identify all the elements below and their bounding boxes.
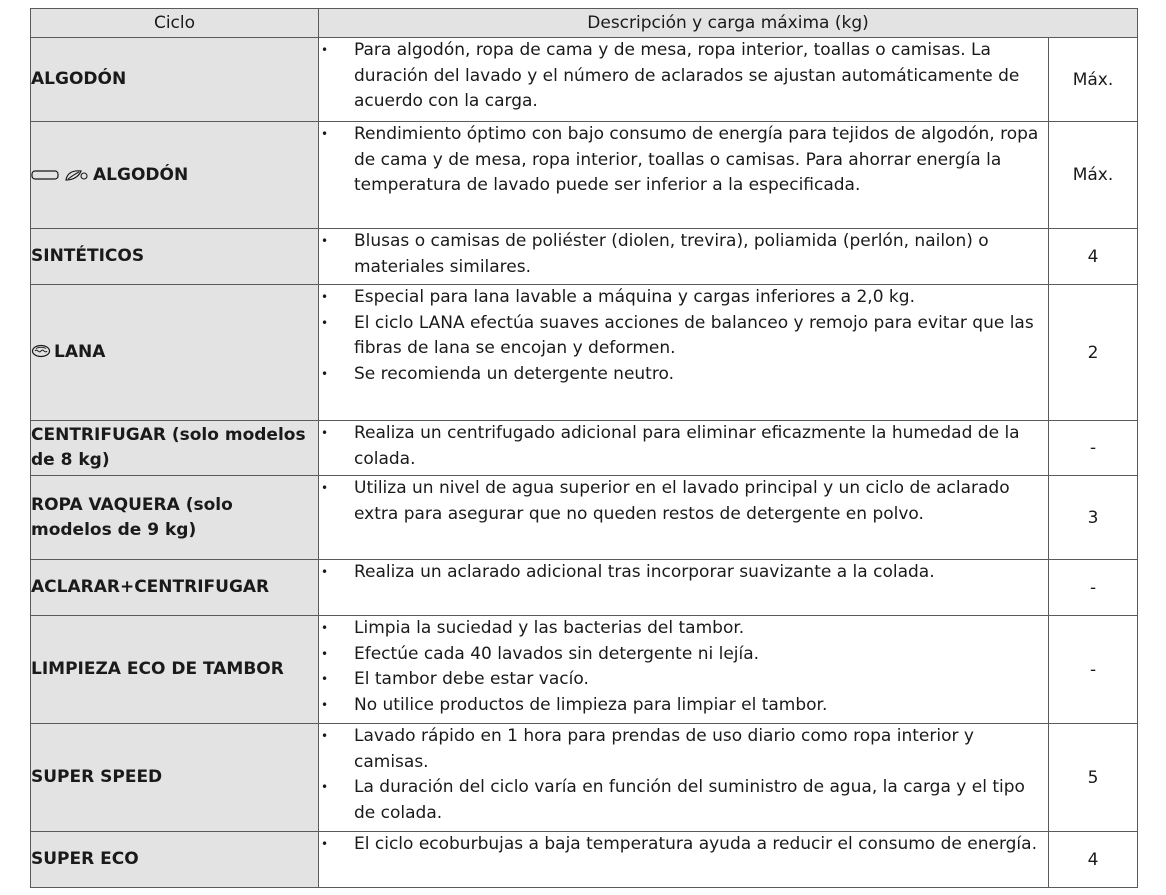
table-row — [31, 285, 1138, 421]
list-item: • No utilice productos de limpieza para limpiar el tambor. — [321, 694, 828, 715]
cycle-name: ALGODÓN — [31, 122, 319, 229]
header-description: Descripción y carga máxima (kg) — [319, 9, 1138, 38]
list-item: • El ciclo ecoburbujas a baja temperatura ayuda a reducir el consumo de energía. — [321, 834, 1037, 854]
cycle-name: LANA — [31, 285, 319, 421]
header-cycle: Ciclo — [31, 9, 319, 38]
max-load: 2 — [1049, 285, 1138, 421]
wash-cycles-table — [30, 8, 1138, 888]
cycle-name: SUPER ECO — [31, 832, 319, 888]
table-row — [31, 724, 1138, 832]
wool-icon — [31, 341, 51, 355]
cycle-name: SUPER SPEED — [31, 724, 319, 832]
cycle-description — [319, 285, 1049, 421]
cycle-description — [319, 229, 1049, 285]
cycle-name: ALGODÓN — [31, 38, 319, 122]
list-item: • Efectúe cada 40 lavados sin detergente ni lejía. — [321, 643, 760, 664]
cycle-description — [319, 476, 1049, 560]
cycle-description — [319, 560, 1049, 616]
list-item: • Para algodón, ropa de cama y de mesa, ropa interior, toallas o camisas. La duración del lavado y el número de aclarados se ajustan automáticamente de acuerdo con la carga. — [321, 40, 1020, 111]
table-row — [31, 229, 1138, 285]
cycle-description — [319, 832, 1049, 888]
list-item: • Realiza un aclarado adicional tras incorporar suavizante a la colada. — [321, 562, 935, 582]
table-header-row — [31, 9, 1138, 38]
cycle-name: ROPA VAQUERA (solo modelos de 9 kg) — [31, 476, 319, 560]
cycle-description — [319, 122, 1049, 229]
table-row — [31, 122, 1138, 229]
list-item: • Especial para lana lavable a máquina y cargas inferiores a 2,0 kg. — [321, 287, 915, 307]
cycle-name: SINTÉTICOS — [31, 229, 319, 285]
cycle-description — [319, 421, 1049, 476]
eco-cotton-icon — [31, 165, 91, 179]
table-row — [31, 832, 1138, 888]
cycle-description — [319, 38, 1049, 122]
cycle-name: LIMPIEZA ECO DE TAMBOR — [31, 616, 319, 724]
list-item: • El ciclo LANA efectúa suaves acciones de balanceo y remojo para evitar que las fibras de lana se encojan y deformen. — [321, 312, 1034, 358]
max-load: - — [1049, 421, 1138, 476]
table-row — [31, 421, 1138, 476]
table-row — [31, 38, 1138, 122]
max-load: 4 — [1049, 832, 1138, 888]
list-item: • Utiliza un nivel de agua superior en el lavado principal y un ciclo de aclarado extra para asegurar que no queden restos de detergente en polvo. — [321, 478, 1010, 524]
list-item: • Lavado rápido en 1 hora para prendas de uso diario como ropa interior y camisas. — [321, 726, 974, 772]
max-load: 5 — [1049, 724, 1138, 832]
cycle-name: ACLARAR+CENTRIFUGAR — [31, 560, 319, 616]
cycle-description — [319, 724, 1049, 832]
max-load: Máx. — [1049, 122, 1138, 229]
list-item: • Limpia la suciedad y las bacterias del tambor. — [321, 618, 745, 638]
list-item: • El tambor debe estar vacío. — [321, 669, 589, 689]
max-load: 3 — [1049, 476, 1138, 560]
list-item: • Blusas o camisas de poliéster (diolen, trevira), poliamida (perlón, nailon) o materiales similares. — [321, 231, 989, 277]
table-row — [31, 476, 1138, 560]
list-item: • Se recomienda un detergente neutro. — [321, 363, 674, 384]
cycle-name: CENTRIFUGAR (solo modelos de 8 kg) — [31, 421, 319, 476]
max-load: Máx. — [1049, 38, 1138, 122]
list-item: • Rendimiento óptimo con bajo consumo de energía para tejidos de algodón, ropa de cama y de mesa, ropa interior, toallas o camisas. Para ahorrar energía la temperatura de lavado puede ser inferior a la especificada. — [321, 124, 1039, 195]
max-load: - — [1049, 560, 1138, 616]
cycle-description — [319, 616, 1049, 724]
max-load: - — [1049, 616, 1138, 724]
list-item: • Realiza un centrifugado adicional para eliminar eficazmente la humedad de la colada. — [321, 423, 1020, 469]
max-load: 4 — [1049, 229, 1138, 285]
list-item: • La duración del ciclo varía en función del suministro de agua, la carga y el tipo de colada. — [321, 777, 1025, 823]
table-row — [31, 616, 1138, 724]
table-row — [31, 560, 1138, 616]
